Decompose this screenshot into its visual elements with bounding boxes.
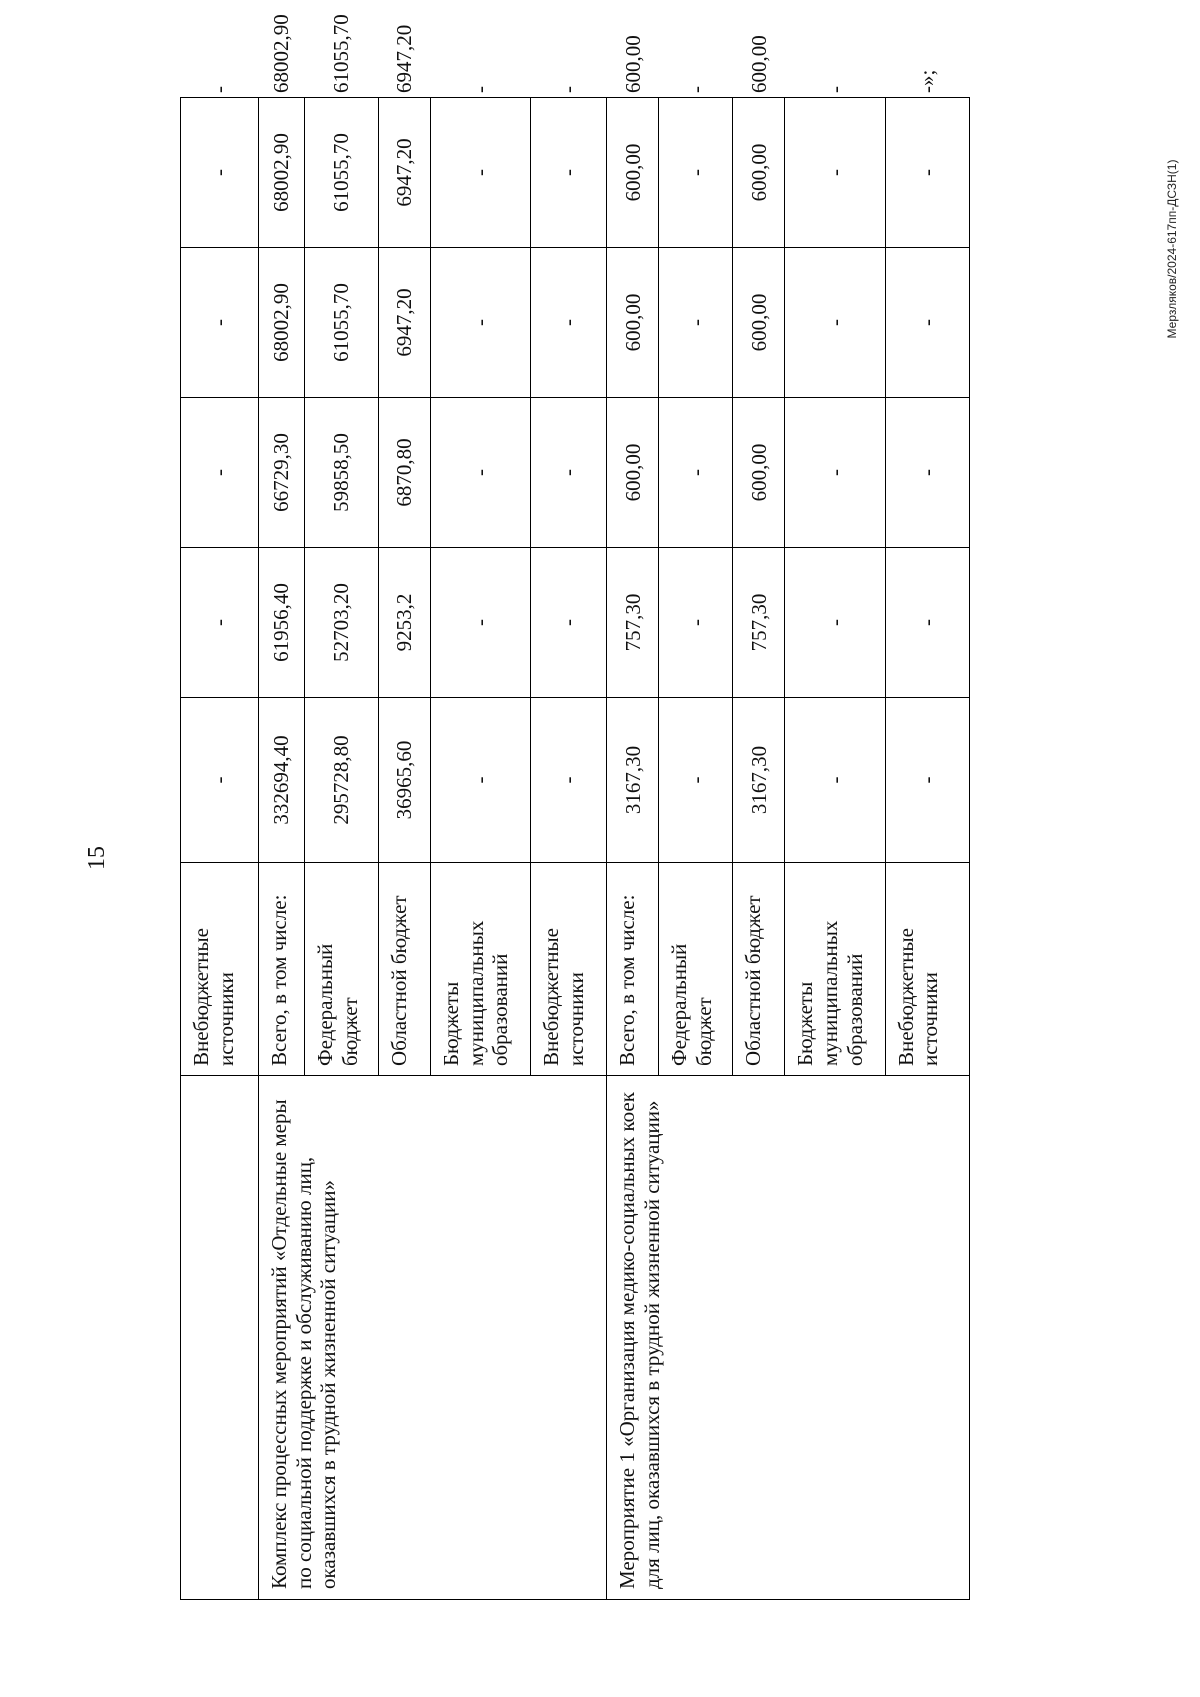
funding-source-cell: Внебюджетные источники [531,863,607,1076]
amount-cell: - [885,548,969,698]
table-row: Областной бюджет 36965,60 9253,2 6870,80 6947,20 6947,20 6947,20 [379,98,431,1600]
amount-cell: 3167,30 [607,698,659,863]
amount-cell: 36965,60 [379,698,431,863]
amount-cell: - [659,398,733,548]
amount-cell: 600,00 [733,398,785,548]
amount-cell: 61055,70 [305,98,379,248]
table-row: Областной бюджет 3167,30 757,30 600,00 600,00 600,00 600,00 [733,98,785,1600]
amount-cell: 61055,70 [305,248,379,398]
funding-source-cell: Всего, в том числе: [607,863,659,1076]
funding-source-cell: Областной бюджет [379,863,431,1076]
table-row: Федеральный бюджет - - - - - - [659,98,733,1600]
amount-cell: 757,30 [607,548,659,698]
funding-source-cell: Внебюджетные источники [181,863,259,1076]
amount-cell: 295728,80 [305,698,379,863]
funding-source-cell: Федеральный бюджет [659,863,733,1076]
amount-cell: 61956,40 [259,548,305,698]
amount-cell: - [181,398,259,548]
table-row: Внебюджетные источники - - - - - - [531,98,607,1600]
table-row: Мероприятие 1 «Организация медико-социальных коек для лиц, оказавшихся в трудной жизненной ситуации» Всего, в том числе: 3167,30 757,30 600,00 600,00 600,00 600,00 [607,98,659,1600]
funding-source-cell: Всего, в том числе: [259,863,305,1076]
amount-cell: 68002,90 [259,248,305,398]
amount-cell: 600,00 [733,248,785,398]
amount-cell: 3167,30 [733,698,785,863]
amount-cell: - [431,98,531,248]
amount-cell: 6947,20 [379,248,431,398]
funding-source-cell: Бюджеты муниципальных образований [785,863,885,1076]
amount-cell: - [181,248,259,398]
table-row: Федеральный бюджет 295728,80 52703,20 59858,50 61055,70 61055,70 61055,70 [305,98,379,1600]
amount-cell: - [785,398,885,548]
amount-cell: - [431,248,531,398]
amount-cell: - [785,698,885,863]
amount-cell: - [531,698,607,863]
table-row: Бюджеты муниципальных образований - - - - - - [431,98,531,1600]
amount-cell: - [431,398,531,548]
amount-cell: - [785,248,885,398]
amount-cell: 66729,30 [259,398,305,548]
amount-cell: 6870,80 [379,398,431,548]
amount-cell: 600,00 [607,248,659,398]
amount-cell: - [181,698,259,863]
amount-cell: - [531,548,607,698]
amount-cell: 332694,40 [259,698,305,863]
activity-name-cell: Комплекс процессных мероприятий «Отдельные меры по социальной поддержке и обслуживанию лиц, оказавшихся в трудной жизненной ситуации» [259,1076,607,1600]
amount-cell: - [885,698,969,863]
amount-cell: - [885,248,969,398]
amount-cell: - [885,98,969,248]
amount-cell: - [659,548,733,698]
amount-cell: 600,00 [607,98,659,248]
funding-source-cell: Федеральный бюджет [305,863,379,1076]
amount-cell: - [531,398,607,548]
amount-cell: - [431,548,531,698]
amount-cell: 757,30 [733,548,785,698]
amount-cell: - [785,548,885,698]
amount-cell: - [181,548,259,698]
amount-cell: 6947,20 [379,98,431,248]
amount-cell: 600,00 [733,98,785,248]
page-number: 15 [83,846,110,870]
table-row: Внебюджетные источники - - - - - -»; [885,98,969,1600]
activity-name-cell: Мероприятие 1 «Организация медико-социальных коек для лиц, оказавшихся в трудной жизненной ситуации» [607,1076,970,1600]
funding-source-cell: Областной бюджет [733,863,785,1076]
amount-cell: 52703,20 [305,548,379,698]
amount-cell: - [659,698,733,863]
funding-source-cell: Внебюджетные источники [885,863,969,1076]
table-row: Комплекс процессных мероприятий «Отдельные меры по социальной поддержке и обслуживанию лиц, оказавшихся в трудной жизненной ситуации» Всего, в том числе: 332694,40 61956,40 66729,30 68002,90 68002,90 68002,90 [259,98,305,1600]
table-row: Бюджеты муниципальных образований - - - - - - [785,98,885,1600]
amount-cell: 59858,50 [305,398,379,548]
amount-cell: 9253,2 [379,548,431,698]
amount-cell: - [785,98,885,248]
rotated-table-area [180,14,970,1600]
amount-cell: - [531,98,607,248]
amount-cell: 600,00 [607,398,659,548]
budget-table [180,14,970,1600]
amount-cell: - [181,98,259,248]
amount-cell: - [531,248,607,398]
table-body [181,14,970,1600]
document-code-text: Мерзляков/2024-617пп-ДСЗН(1) [1165,159,1179,339]
amount-cell: 68002,90 [259,98,305,248]
amount-cell: - [431,698,531,863]
amount-cell: - [659,248,733,398]
amount-cell: - [885,398,969,548]
activity-name-cell [181,1076,259,1600]
table-row: Внебюджетные источники - - - - - - [181,98,259,1600]
funding-source-cell: Бюджеты муниципальных образований [431,863,531,1076]
rotated-table-frame [180,14,970,1600]
amount-cell: - [659,98,733,248]
